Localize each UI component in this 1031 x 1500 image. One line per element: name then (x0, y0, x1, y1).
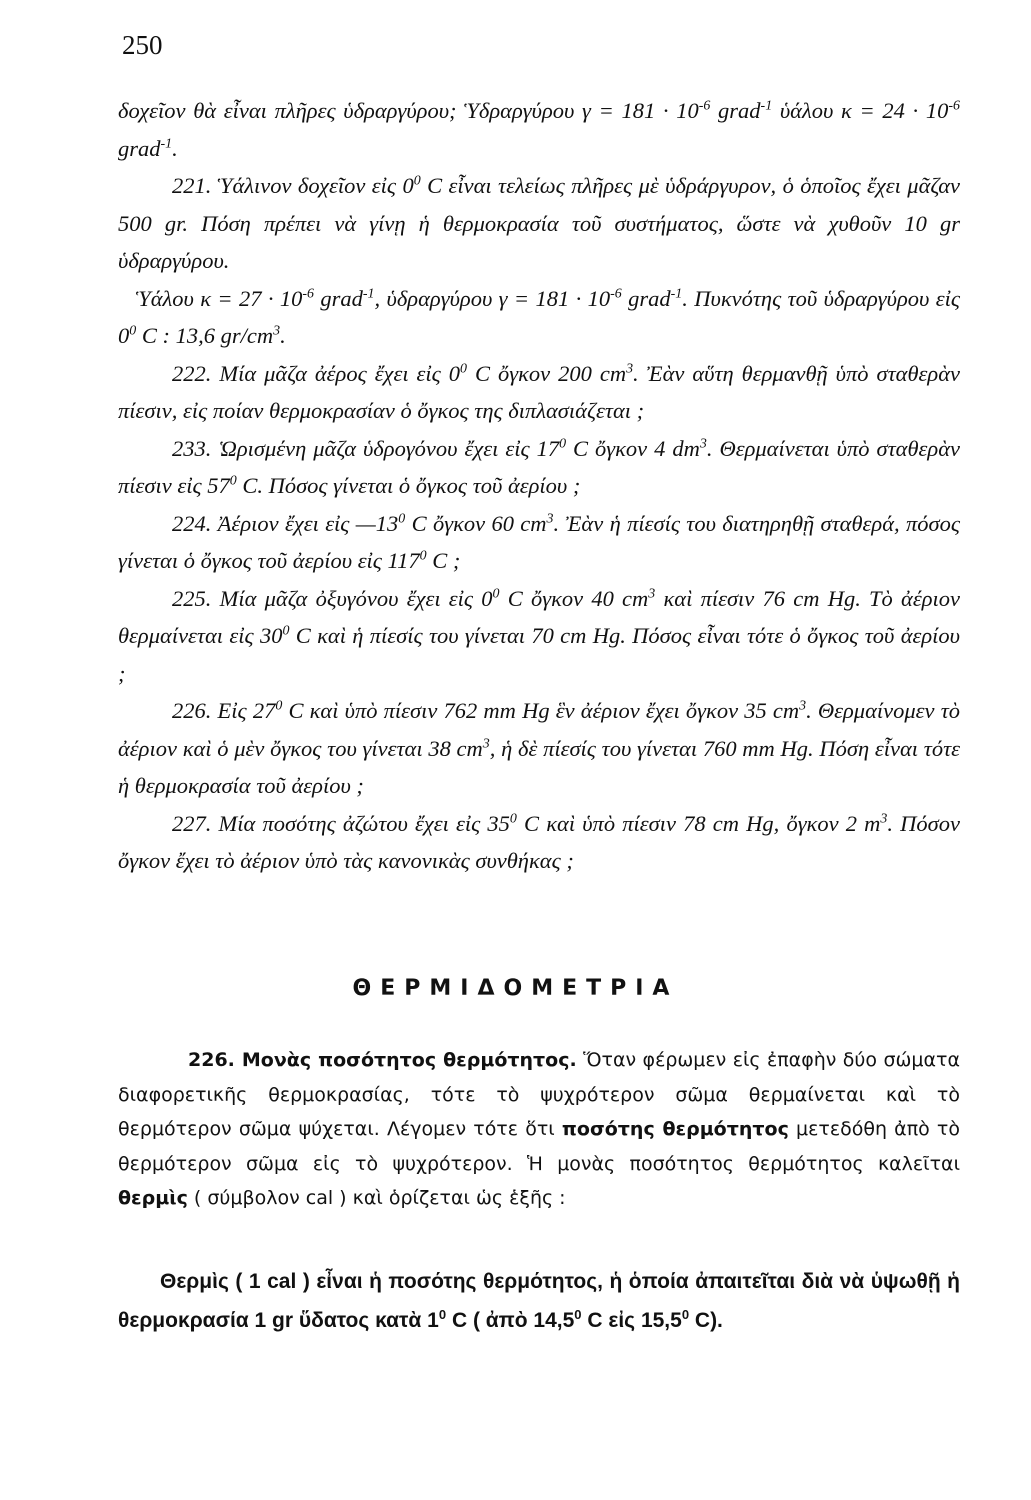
calorie-definition (118, 1262, 960, 1340)
exercise-222: 222. Μία μᾶζα ἀέρος ἔχει εἰς $0^0$ C ὄγκον 200 $cm^3$. Ἐὰν αὕτη θερμανθῇ ὑπὸ σταθερὰν πίεσιν, εἰς ποίαν θερμοκρασίαν ὁ ὄγκος της διπλασιάζεται ; (118, 360, 960, 423)
exercise-continuation: δοχεῖον θὰ εἶναι πλῆρες ὑδραργύρου; Ὑδραργύρου $\gamma = 181 \cdot 10^{-6}$ grad$^{-1}$ ὑάλου $\kappa = 24 \cdot 10^{-6}$ grad$^{-1}$. (118, 98, 960, 161)
exercise-233: 233. Ὡρισμένη μᾶζα ὑδρογόνου ἔχει εἰς $17^0$ C ὄγκον 4 $dm^3$. Θερμαίνεται ὑπὸ σταθερὰν πίεσιν εἰς $57^0$ C. Πόσος γίνεται ὁ ὄγκος τοῦ ἀερίου ; (118, 435, 960, 498)
theory-section (118, 1043, 960, 1216)
definition-text: Θερμὶς ( 1 cal ) εἶναι ἡ ποσότης θερμότητος, ἡ ὁποία ἀπαιτεῖται διὰ νὰ ὑψωθῇ ἡ θερμοκρασία 1 gr ὕδατος κατὰ $1^0$ C ( ἀπὸ 14,5$^0$ C εἰς 15,5$^0$ C). (118, 1270, 960, 1332)
section-heading: ΘΕΡΜΙΔΟΜΕΤΡΙΑ (352, 976, 679, 1001)
exercise-225: 225. Μία μᾶζα ὀξυγόνου ἔχει εἰς $0^0$ C ὄγκον 40 $cm^3$ καὶ πίεσιν 76 cm Hg. Τὸ ἀέριον θερμαίνεται εἰς $30^0$ C καὶ ἡ πίεσίς του γίνεται 70 cm Hg. Πόσος εἶναι τότε ὁ ὄγκος τοῦ ἀερίου ; (118, 585, 960, 686)
exercise-list (118, 92, 960, 880)
theory-paragraph: 226. Μονὰς ποσότητος θερμότητος. Ὅταν φέρωμεν εἰς ἐπαφὴν δύο σώματα διαφορετικῆς θερμοκρασίας, τότε τὸ ψυχρότερον σῶμα θερμαίνεται καὶ τὸ θερμότερον σῶμα ψύχεται. Λέγομεν τότε ὅτι ποσότης θερμότητος μετεδόθη ἀπὸ τὸ θερμότερον σῶμα εἰς τὸ ψυχρότερον. Ἡ μονὰς ποσότητος θερμότητος καλεῖται θερμὶς ( σύμβολον cal ) καὶ ὁρίζεται ὡς ἑξῆς : (118, 1049, 960, 1209)
exercise-226: 226. Εἰς $27^0$ C καὶ ὑπὸ πίεσιν 762 mm Hg ἓν ἀέριον ἔχει ὄγκον 35 $cm^3$. Θερμαίνομεν τὸ ἀέριον καὶ ὁ μὲν ὄγκος του γίνεται 38 $cm^3$, ἡ δὲ πίεσίς του γίνεται 760 mm Hg. Πόση εἶναι τότε ἡ θερμοκρασία τοῦ ἀερίου ; (118, 698, 960, 798)
exercise-227: 227. Μία ποσότης ἀζώτου ἔχει εἰς $35^0$ C καὶ ὑπὸ πίεσιν 78 cm Hg, ὄγκον 2 $m^3$. Πόσον ὄγκον ἔχει τὸ ἀέριον ὑπὸ τὰς κανονικὰς συνθήκας ; (118, 810, 960, 873)
exercise-221: 221. Ὑάλινον δοχεῖον εἰς $0^0$ C εἶναι τελείως πλῆρες μὲ ὑδράργυρον, ὁ ὁποῖος ἔχει μᾶζαν 500 gr. Πόση πρέπει νὰ γίνῃ ἡ θερμοκρασία τοῦ συστήματος, ὥστε νὰ χυθοῦν 10 gr ὑδραργύρου. (118, 173, 961, 273)
exercise-224: 224. Ἀέριον ἔχει εἰς $—13^0$ C ὄγκον 60 $cm^3$. Ἐὰν ἡ πίεσίς του διατηρηθῇ σταθερά, πόσος γίνεται ὁ ὄγκος τοῦ ἀερίου εἰς $117^0$ C ; (118, 510, 960, 573)
page-number: 250 (122, 30, 163, 60)
exercise-221-data: Ὑάλου $\kappa = 27 \cdot 10^{-6}$ grad$^{-1}$, ὑδραργύρου $\gamma = 181 \cdot 10^{-6}$ grad$^{-1}$. Πυκνότης τοῦ ὑδραργύρου εἰς $0^0$ C : 13,6 $gr/cm^3$. (118, 285, 960, 348)
